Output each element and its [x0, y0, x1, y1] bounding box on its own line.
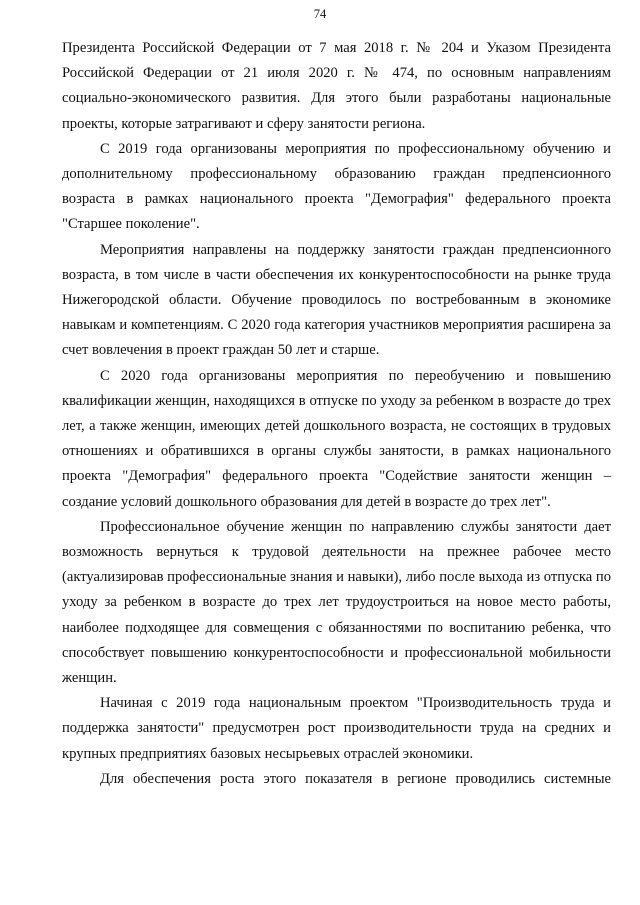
document-body	[62, 36, 611, 792]
paragraph-pre-retirement-employment: Мероприятия направлены на поддержку занятости граждан предпенсионного возраста, в том числе в части обеспечения их конкурентоспособности на рынке труда Нижегородской области. Обучение проводилось по востребованным в экономике навыкам и компетенциям. С 2020 года категория участников мероприятия расширена за счет вовлечения в проект граждан 50 лет и старше.	[62, 241, 611, 359]
paragraph-senior-generation: С 2019 года организованы мероприятия по профессиональному обучению и дополнительному профессиональному образованию граждан предпенсионного возраста в рамках национального проекта "Демография" федерального проекта "Старшее поколение".	[62, 140, 611, 233]
page-number: 74	[313, 7, 327, 21]
paragraph-women-professional-training: Профессиональное обучение женщин по направлению службы занятости дает возможность вернуться к трудовой деятельности на прежнее рабочее место (актуализировав профессиональные знания и навыки), либо после выхода из отпуска по уходу за ребенком в возрасте до трех лет трудоустроиться на новое место работы, наиболее подходящее для совмещения с обязанностями по воспитанию ребенка, что способствует повышению конкурентоспособности и профессиональной мобильности женщин.	[62, 518, 611, 687]
paragraph-women-retraining: С 2020 года организованы мероприятия по переобучению и повышению квалификации женщин, находящихся в отпуске по уходу за ребенком в возрасте до трех лет, а также женщин, имеющих детей дошкольного возраста, не состоящих в трудовых отношениях и обратившихся в органы службы занятости, в рамках национального проекта "Демография" федерального проекта "Содействие занятости женщин – создание условий дошкольного образования для детей в возрасте до трех лет".	[62, 367, 611, 510]
paragraph-continuation: Президента Российской Федерации от 7 мая 2018 г. № 204 и Указом Президента Российской Федерации от 21 июля 2020 г. № 474, по основным направлениям социально-экономического развития. Для этого были разработаны национальные проекты, которые затрагивают и сферу занятости региона.	[62, 40, 611, 132]
paragraph-systemic-measures: Для обеспечения роста этого показателя в регионе проводились системные	[100, 770, 611, 787]
paragraph-labor-productivity: Начиная с 2019 года национальным проектом "Производительность труда и поддержка занятости" предусмотрен рост производительности труда на средних и крупных предприятиях базовых несырьевых отраслей экономики.	[62, 695, 611, 762]
